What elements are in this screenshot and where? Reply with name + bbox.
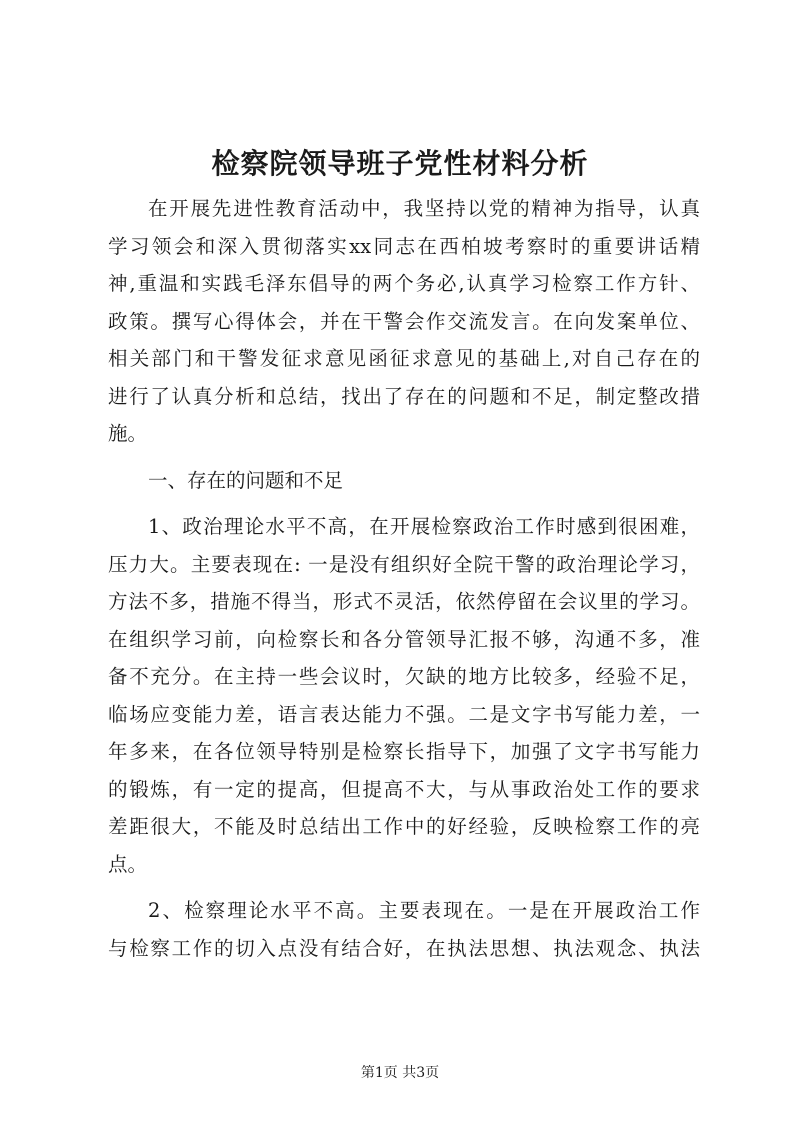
text-line: 压力大。主要表现在: 一是没有组织好全院干警的政治理论学习， [108,552,700,576]
text-line: 2、检察理论水平不高。主要表现在。一是在开展政治工作 [148,899,700,922]
text-line: 点。 [108,852,148,876]
paragraph-item-1 [108,508,700,883]
document-title: 检察院领导班子党性材料分析 [211,147,589,180]
paragraph-item-2 [108,892,700,967]
text-line: 备不充分。在主持一些会议时，欠缺的地方比较多，经验不足， [108,665,700,688]
text-line: 政策。撰写心得体会，并在干警会作交流发言。在向发案单位、 [108,309,700,333]
section-heading [108,462,700,500]
text-line: 临场应变能力差，语言表达能力不强。二是文字书写能力差，一 [108,702,700,726]
text-line: 在开展先进性教育活动中，我坚持以党的精神为指导，认真 [148,197,700,220]
text-line: 与检察工作的切入点没有结合好，在执法思想、执法观念、执法 [108,936,700,960]
document-body [108,190,700,967]
page-footer: 第1页 共3页 [360,1065,440,1081]
text-line: 年多来，在各位领导特别是检察长指导下，加强了文字书写能力 [108,740,700,763]
heading-line: 一、存在的问题和不足 [148,468,344,492]
text-line: 差距很大，不能及时总结出工作中的好经验，反映检察工作的亮 [108,815,700,838]
text-line: 方法不多，措施不得当，形式不灵活，依然停留在会议里的学习。 [108,590,700,613]
text-line: 相关部门和干警发征求意见函征求意见的基础上,对自己存在的 [108,347,700,370]
text-line: 施。 [108,422,148,445]
text-line: 进行了认真分析和总结，找出了存在的问题和不足，制定整改措 [108,384,700,408]
paragraph-intro [108,190,700,453]
text-line: 学习领会和深入贯彻落实xx同志在西柏坡考察时的重要讲话精 [108,234,700,258]
text-line: 的锻炼，有一定的提高，但提高不大，与从事政治处工作的要求 [108,777,700,801]
text-line: 在组织学习前，向检察长和各分管领导汇报不够，沟通不多，准 [108,627,700,651]
text-line: 神,重温和实践毛泽东倡导的两个务必,认真学习检察工作方针、 [108,272,700,295]
text-line: 1、政治理论水平不高，在开展检察政治工作时感到很困难， [148,515,700,538]
